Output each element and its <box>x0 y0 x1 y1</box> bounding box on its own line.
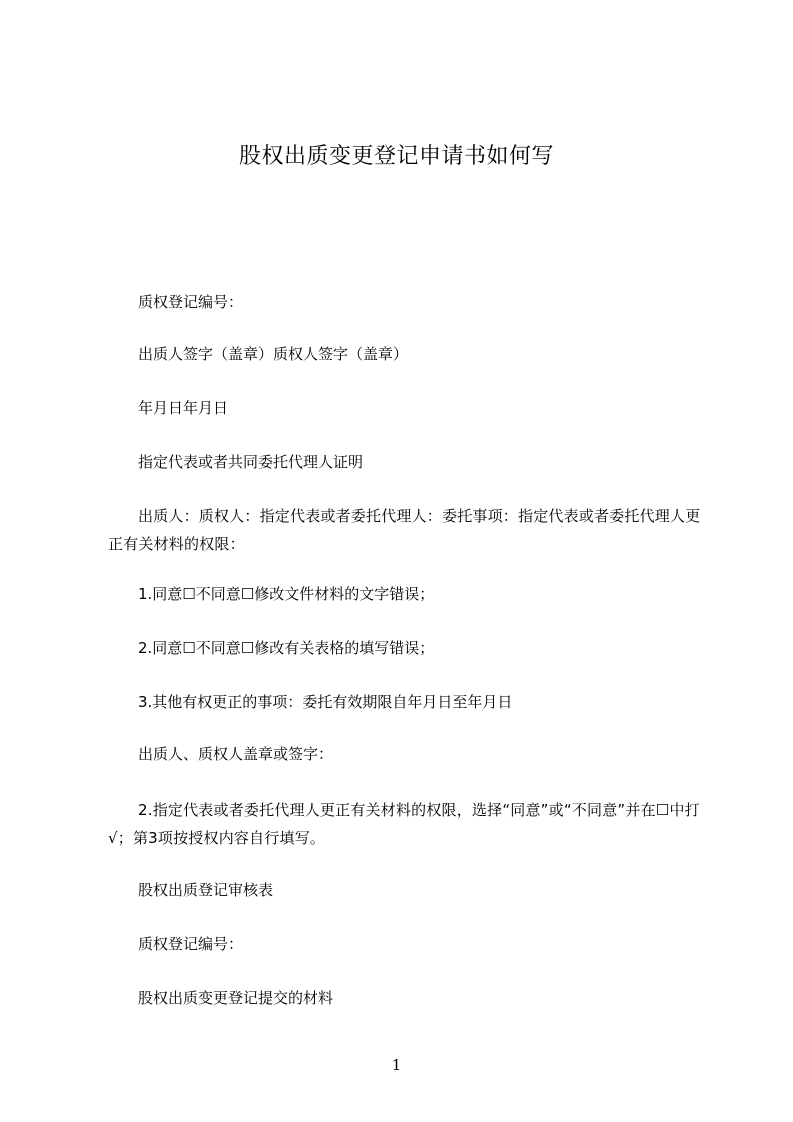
submitted-materials-heading: 股权出质变更登记提交的材料 <box>138 989 334 1007</box>
signature-line: 出质人签字（盖章）质权人签字（盖章） <box>138 345 409 363</box>
page-number: 1 <box>391 1056 402 1074</box>
pledge-registration-number-label-2: 质权登记编号： <box>138 935 244 953</box>
instruction-note: 2.指定代表或者委托代理人更正有关材料的权限，选择“同意”或“不同意”并在☐中打√；第3项按授权内容自行填写。 <box>108 801 700 847</box>
representative-certificate-heading: 指定代表或者共同委托代理人证明 <box>138 453 364 471</box>
permission-item-2: 2.同意☐不同意☐修改有关表格的填写错误； <box>138 639 435 657</box>
pledge-registration-number-label: 质权登记编号： <box>138 293 244 311</box>
permission-item-3: 3.其他有权更正的事项：委托有效期限自年月日至年月日 <box>138 693 513 711</box>
date-line: 年月日年月日 <box>138 399 229 417</box>
document-title: 股权出质变更登记申请书如何写 <box>238 144 554 169</box>
seal-or-signature-line: 出质人、质权人盖章或签字： <box>138 745 334 763</box>
permission-item-1: 1.同意☐不同意☐修改文件材料的文字错误； <box>138 585 435 603</box>
delegation-paragraph: 出质人：质权人：指定代表或者委托代理人：委托事项：指定代表或者委托代理人更正有关材料的权限： <box>108 507 701 553</box>
review-form-heading: 股权出质登记审核表 <box>138 881 274 899</box>
